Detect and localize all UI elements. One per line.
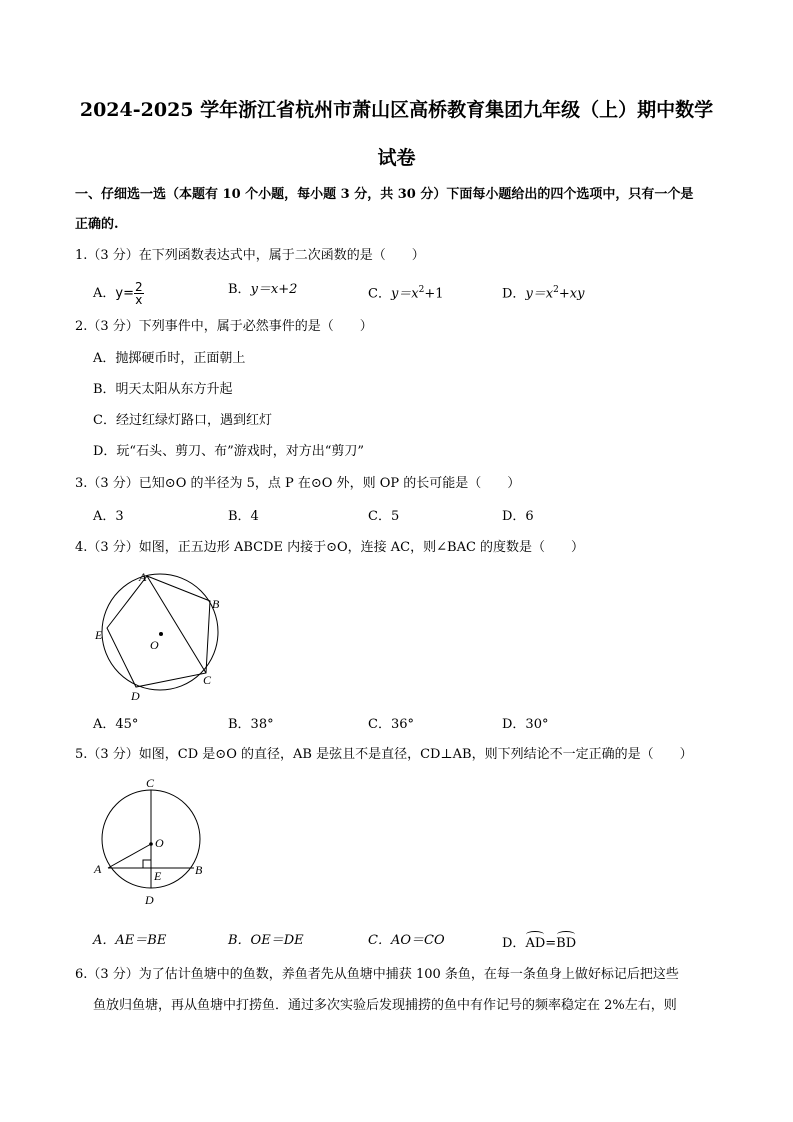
- q5-option-d: D．AD=BD: [502, 932, 576, 953]
- section-header: 一、仔细选一选（本题有 10 个小题，每小题 3 分，共 30 分）下面每小题给出的四个选项中，只有一个是: [75, 187, 694, 202]
- question-2-stem: 2.（3 分）下列事件中，属于必然事件的是（ ）: [75, 319, 373, 334]
- circle-o: [102, 574, 218, 690]
- label-e: E: [95, 628, 103, 642]
- q4-option-d: D．30°: [502, 717, 549, 732]
- question-6-stem-line2: 鱼放归鱼塘，再从鱼塘中打捞鱼．通过多次实验后发现捕捞的鱼中有作记号的频率稳定在 2%左右，则: [93, 998, 677, 1013]
- label-d: D: [131, 689, 140, 703]
- q3-option-b: B．4: [228, 509, 259, 524]
- question-1-stem: 1.（3 分）在下列函数表达式中，属于二次函数的是（ ）: [75, 248, 425, 263]
- q5-option-c: C．AO＝CO: [368, 933, 445, 948]
- page-title-line2: 试卷: [377, 147, 416, 169]
- q5-circle-figure: [88, 774, 218, 914]
- label-a: A: [94, 862, 102, 876]
- q1-option-b: B．y＝x+2: [228, 282, 298, 297]
- q3-option-d: D．6: [502, 509, 534, 524]
- q3-option-c: C．5: [368, 509, 400, 524]
- label-o: O: [155, 836, 164, 850]
- q4-option-b: B．38°: [228, 717, 274, 732]
- q5-option-a: A．AE＝BE: [93, 933, 167, 948]
- question-3-stem: 3.（3 分）已知⊙O 的半径为 5，点 P 在⊙O 外，则 OP 的长可能是（ ）: [75, 476, 521, 491]
- q1-option-d: D．$y=x^2+xy$: [502, 285, 585, 302]
- pentagon-abcde: [107, 576, 210, 687]
- label-b: B: [212, 597, 220, 611]
- label-b: B: [195, 863, 203, 877]
- q5-option-b: B．OE＝DE: [228, 933, 304, 948]
- q2-option-b: B．明天太阳从东方升起: [93, 382, 233, 397]
- question-4-stem: 4.（3 分）如图，正五边形 ABCDE 内接于⊙O，连接 AC，则∠BAC 的度数是（ ）: [75, 540, 585, 555]
- q3-option-a: A．3: [93, 509, 124, 524]
- center-point-o: [159, 632, 163, 636]
- label-c: C: [203, 673, 212, 687]
- q2-option-a: A．抛掷硬币时，正面朝上: [93, 351, 246, 366]
- q1-option-a: A．y= $\frac{2}{x}$: [93, 280, 143, 307]
- question-5-stem: 5.（3 分）如图，CD 是⊙O 的直径，AB 是弦且不是直径，CD⊥AB，则下列结论不一定正确的是（ ）: [75, 747, 693, 762]
- label-d: D: [145, 893, 154, 907]
- q4-option-c: C．36°: [368, 717, 414, 732]
- label-c: C: [146, 776, 155, 790]
- arc-bd: BD: [556, 932, 576, 953]
- q4-option-a: A．45°: [93, 717, 139, 732]
- q4-pentagon-figure: [88, 566, 233, 706]
- page-title: 2024-2025 学年浙江省杭州市萧山区高桥教育集团九年级（上）期中数学: [79, 99, 714, 121]
- label-e: E: [154, 869, 162, 883]
- segment-ac: [147, 576, 206, 673]
- section-header-line2: 正确的.: [75, 217, 119, 232]
- q2-option-c: C．经过红绿灯路口，遇到红灯: [93, 413, 272, 428]
- segment-ao: [108, 844, 151, 868]
- label-o: O: [150, 638, 159, 652]
- q1-option-c: C．$y=x^2+1$: [368, 285, 444, 302]
- arc-ad: AD: [525, 932, 545, 953]
- right-angle-mark: [143, 860, 151, 868]
- question-6-stem: 6.（3 分）为了估计鱼塘中的鱼数，养鱼者先从鱼塘中捕获 100 条鱼，在每一条鱼身上做好标记后把这些: [75, 967, 679, 982]
- q2-option-d: D．玩“石头、剪刀、布”游戏时，对方出“剪刀”: [93, 444, 365, 459]
- label-a: A: [139, 570, 147, 584]
- fraction: $\frac{2}{x}$: [134, 280, 143, 307]
- center-point-o: [149, 842, 153, 846]
